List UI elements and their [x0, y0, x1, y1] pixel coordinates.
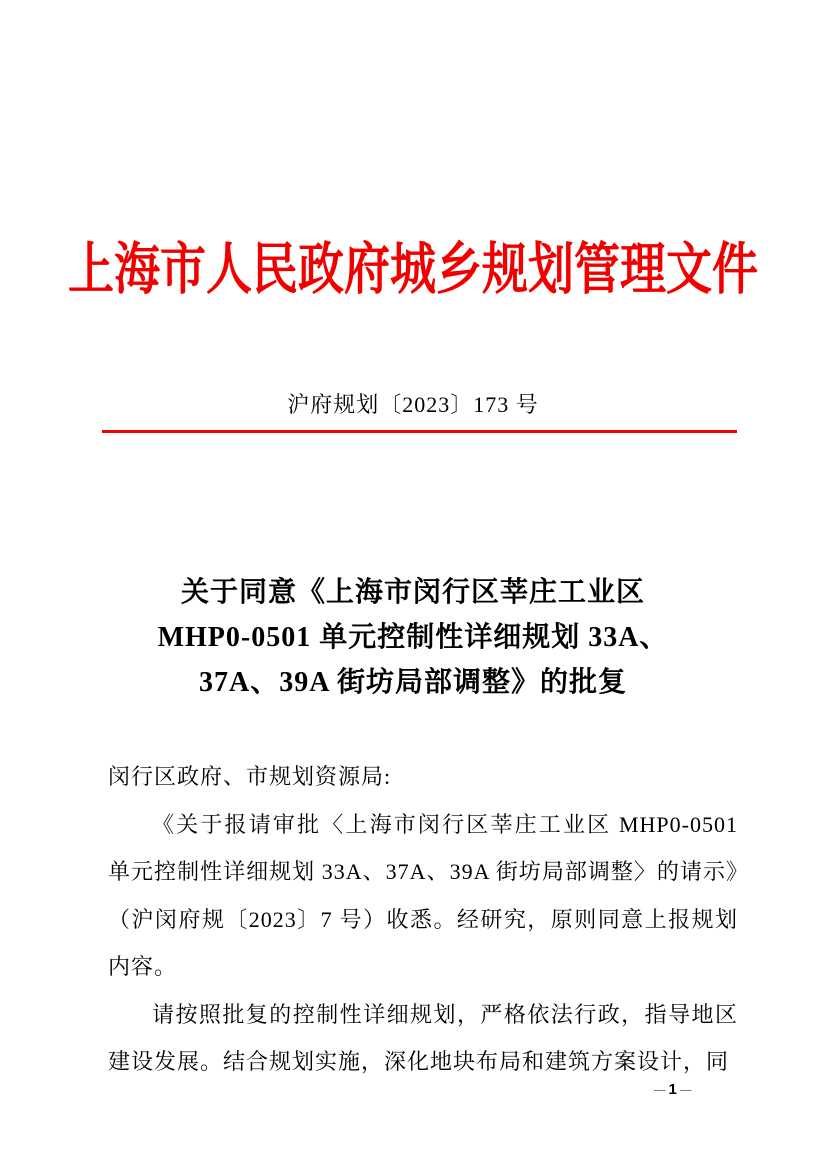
document-reference-number: 沪府规划〔2023〕173 号: [287, 392, 539, 417]
page-number-footer: [654, 1080, 692, 1100]
document-title-line-2: MHP0-0501 单元控制性详细规划 33A、: [157, 622, 669, 653]
page-number-dash-right: –: [679, 1082, 692, 1098]
document-body: [108, 753, 738, 1086]
body-paragraph-1: 《关于报请审批〈上海市闵行区莘庄工业区 MHP0-0501 单元控制性详细规划 33A、37A、39A 街坊局部调整〉的请示》（沪闵府规〔2023〕7 号）收悉。经研究，原则同意上报规划内容。: [108, 811, 738, 979]
red-divider-line: [102, 430, 737, 433]
document-title-line-1: 关于同意《上海市闵行区莘庄工业区: [180, 577, 645, 608]
document-letterhead-title: 上海市人民政府城乡规划管理文件: [68, 238, 758, 301]
body-paragraph-2: 请按照批复的控制性详细规划，严格依法行政，指导地区建设发展。结合规划实施，深化地块布局和建筑方案设计，同: [108, 1001, 738, 1074]
page-number-value: 1: [668, 1081, 677, 1098]
salutation-line: 闵行区政府、市规划资源局:: [108, 764, 392, 789]
page-number-dash-left: –: [654, 1082, 666, 1098]
document-title-line-3: 37A、39A 街坊局部调整》的批复: [199, 667, 627, 698]
document-title: [50, 570, 776, 705]
